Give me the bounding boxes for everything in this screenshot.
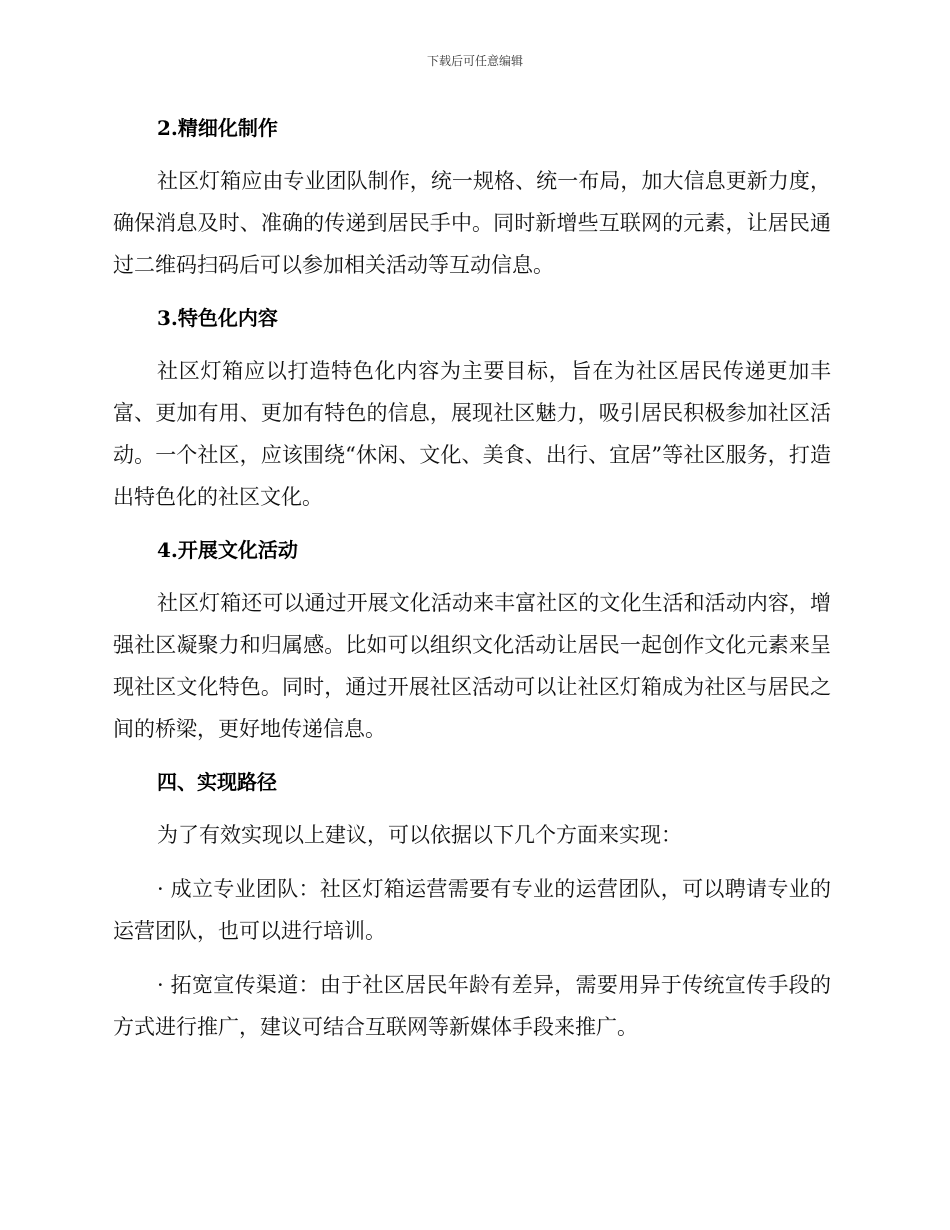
bullet-item: · 拓宽宣传渠道：由于社区居民年龄有差异，需要用异于传统宣传手段的方式进行推广，建议可结合互联网等新媒体手段来推广。 <box>113 973 831 1039</box>
section-paragraph: 社区灯箱应以打造特色化内容为主要目标，旨在为社区居民传递更加丰富、更加有用、更加有特色的信息，展现社区魅力，吸引居民积极参加社区活动。一个社区，应该围绕“休闲、文化、美食、出行、宜居”等社区服务，打造出特色化的社区文化。 <box>113 359 831 509</box>
page-header: 下载后可任意编辑 <box>426 54 523 68</box>
document-body <box>113 108 831 1048</box>
bullet-item: · 成立专业团队：社区灯箱运营需要有专业的运营团队，可以聘请专业的运营团队，也可以进行培训。 <box>113 877 831 943</box>
section-heading: 3.特色化内容 <box>157 306 278 330</box>
section-paragraph: 为了有效实现以上建议，可以依据以下几个方面来实现： <box>157 823 682 847</box>
section-paragraph: 社区灯箱应由专业团队制作，统一规格、统一布局，加大信息更新力度，确保消息及时、准确的传递到居民手中。同时新增些互联网的元素，让居民通过二维码扫码后可以参加相关活动等互动信息。 <box>113 169 831 277</box>
section-paragraph: 社区灯箱还可以通过开展文化活动来丰富社区的文化生活和活动内容，增强社区凝聚力和归属感。比如可以组织文化活动让居民一起创作文化元素来呈现社区文化特色。同时，通过开展社区活动可以让社区灯箱成为社区与居民之间的桥梁，更好地传递信息。 <box>113 591 831 741</box>
section-heading: 4.开展文化活动 <box>157 538 298 562</box>
section-heading: 四、实现路径 <box>157 770 277 794</box>
section-heading: 2.精细化制作 <box>157 116 278 140</box>
